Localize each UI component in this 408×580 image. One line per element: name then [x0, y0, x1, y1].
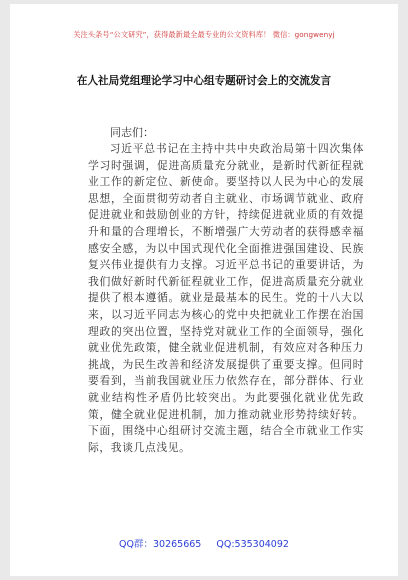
body-paragraph: 习近平总书记在主持中共中央政治局第十四次集体学习时强调，促进高质量充分就业，是新时代新征程就业工作的新定位、新使命。要坚持以人民为中心的发展思想，全面贯彻劳动者自主就业、市场调节就业、政府促进就业和鼓励创业的方针，持续促进就业质的有效提升和量的合理增长，不断增强广大劳动者的获得感幸福感安全感，为以中国式现代化全面推进强国建设、民族复兴伟业提供有力支撑。习近平总书记的重要讲话，为我们做好新时代新征程就业工作，促进高质量充分就业提供了根本遵循。就业是最基本的民生。党的十八大以来，以习近平同志为核心的党中央把就业工作摆在治国理政的突出位置，坚持党对就业工作的全面领导，强化就业优先政策，健全就业促进机制，有效应对各种压力挑战，为民生改善和经济发展提供了重要支撑。但同时要看到，当前我国就业压力依然存在，部分群体、行业就业结构性矛盾仍比较突出。为此要强化就业优先政策，健全就业促进机制，加力推动就业形势持续好转。下面，围绕中心组研讨交流主题，结合全市就业工作实际，我谈几点浅见。	[88, 142, 364, 454]
page-title: 在人社局党组理论学习中心组专题研讨会上的交流发言	[76, 75, 332, 87]
header-notice: 关注头条号“公文研究”，获得最新最全最专业的公文资料库！ 微信：gongwenyj	[73, 30, 335, 39]
footer-contact	[10, 536, 398, 550]
greeting: 同志们：	[110, 126, 154, 139]
document-page	[10, 4, 398, 576]
footer-qq-number: QQ:535304092	[216, 539, 289, 550]
footer-qq-group: QQ群：30265665	[119, 539, 202, 550]
